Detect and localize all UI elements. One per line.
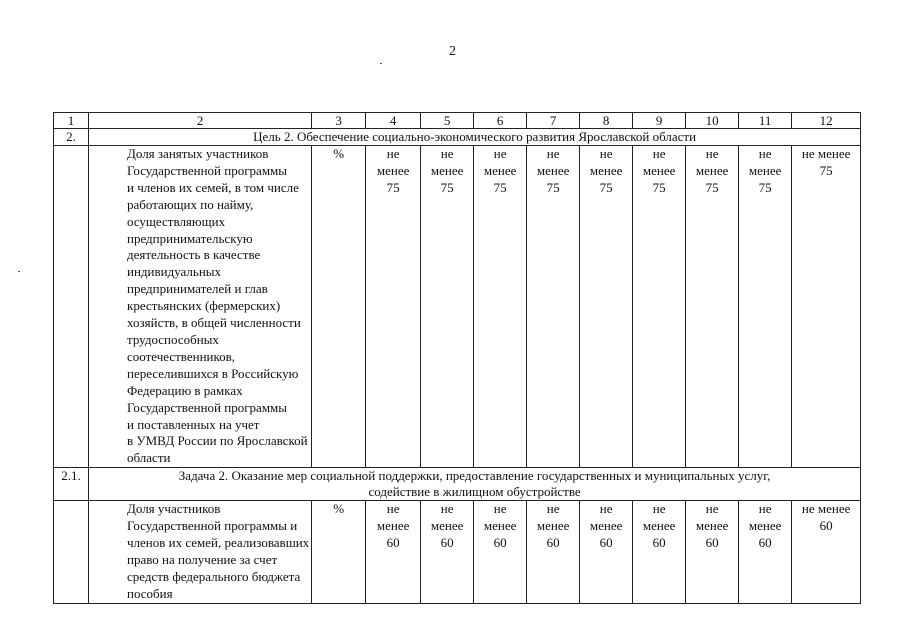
header-cell: 4 — [366, 113, 421, 129]
indicator-name-line: Доля участников — [127, 501, 221, 517]
indicator-value — [792, 501, 861, 603]
indicator-name-line: предпринимателей и глав — [127, 281, 268, 297]
header-cell: 10 — [686, 113, 739, 129]
header-cell: 6 — [474, 113, 527, 129]
section-title-line: Задача 2. Оказание мер социальной поддержки, предоставление государственных и муниципальных услуг, — [178, 468, 771, 484]
indicator-value — [686, 146, 739, 468]
indicator-value-line: не — [652, 501, 666, 517]
indicator-number-cell — [54, 146, 89, 468]
header-row — [54, 113, 861, 129]
indicator-number-cell — [54, 501, 89, 603]
indicator-value-line: не — [652, 146, 666, 161]
indicator-name-line: осуществляющих — [127, 213, 226, 229]
indicator-name-line: средств федерального бюджета — [127, 568, 301, 584]
indicator-value-line: менее — [483, 162, 517, 178]
indicator-value — [580, 146, 633, 468]
indicator-value-line: 60 — [652, 535, 666, 551]
indicator-value-line: не — [705, 501, 719, 517]
indicator-value-line: не — [546, 146, 560, 161]
indicator-value-line: 60 — [386, 535, 400, 551]
indicator-value-line: не менее — [801, 501, 851, 517]
indicator-name-line: пособия — [127, 585, 173, 601]
indicator-value — [739, 501, 792, 603]
indicator-name-line: Государственной программы и — [127, 518, 298, 534]
header-cell: 8 — [580, 113, 633, 129]
indicator-value — [633, 501, 686, 603]
indicator-value-line: менее — [748, 162, 782, 178]
section-title — [89, 129, 861, 146]
indicator-value-line: 75 — [599, 179, 613, 195]
indicator-value-line: 60 — [440, 535, 454, 551]
indicator-name-line: Доля занятых участников — [127, 146, 269, 161]
indicator-value-line: менее — [376, 162, 410, 178]
indicator-value-line: не — [493, 146, 507, 161]
indicator-value — [792, 146, 861, 468]
indicator-name-line: Государственной программы — [127, 162, 288, 178]
indicator-name-line: трудоспособных — [127, 331, 219, 347]
header-cell: 3 — [312, 113, 366, 129]
indicator-name-line: хозяйств, в общей численности — [127, 315, 301, 331]
header-cell: 7 — [527, 113, 580, 129]
indicator-value-line: менее — [589, 162, 623, 178]
indicator-value — [686, 501, 739, 603]
indicator-value-line: менее — [589, 518, 623, 534]
indicator-value — [474, 501, 527, 603]
indicator-name-line: предпринимательскую — [127, 230, 253, 246]
indicator-value-line: не — [705, 146, 719, 161]
indicator-name-line: крестьянских (фермерских) — [127, 298, 281, 314]
header-cell: 5 — [421, 113, 474, 129]
indicator-name-line: и поставленных на учет — [127, 416, 260, 432]
indicator-value-line: менее — [695, 162, 729, 178]
indicator-name-line: деятельность в качестве — [127, 247, 261, 263]
indicator-row — [54, 146, 861, 468]
indicator-value — [527, 146, 580, 468]
indicator-value-line: менее — [748, 518, 782, 534]
indicator-row — [54, 501, 861, 603]
section-number: 2.1. — [54, 468, 89, 501]
indicator-value-line: 75 — [652, 179, 666, 195]
indicator-name-line: переселившихся в Российскую — [127, 365, 299, 381]
indicator-value-line: не — [758, 501, 772, 517]
indicator-value-line: не — [440, 146, 454, 161]
indicator-value-line: менее — [536, 518, 570, 534]
indicators-table — [53, 112, 861, 604]
indicator-value — [633, 146, 686, 468]
indicator-name-line: и членов их семей, в том числе — [127, 179, 299, 195]
indicator-value-line: менее — [642, 162, 676, 178]
indicator-value — [421, 501, 474, 603]
indicator-name-line: индивидуальных — [127, 264, 222, 280]
page-number: 2 — [449, 44, 456, 59]
indicator-name — [89, 146, 312, 468]
indicator-value-line: не — [386, 501, 400, 517]
indicator-value-line: 60 — [705, 535, 719, 551]
indicator-value-line: менее — [642, 518, 676, 534]
section-number: 2. — [54, 129, 89, 146]
indicator-value-line: менее — [695, 518, 729, 534]
indicator-name-line: соотечественников, — [127, 348, 236, 364]
indicator-value-line: 75 — [819, 162, 833, 178]
indicator-value-line: 60 — [599, 535, 613, 551]
indicator-value-line: 75 — [440, 179, 454, 195]
indicator-value-line: 75 — [758, 179, 772, 195]
indicator-value-line: не — [440, 501, 454, 517]
indicator-value-line: не — [599, 146, 613, 161]
header-cell: 12 — [792, 113, 861, 129]
indicator-value-line: не — [493, 501, 507, 517]
indicator-value — [474, 146, 527, 468]
indicator-value-line: не — [546, 501, 560, 517]
indicator-value — [366, 146, 421, 468]
header-cell: 9 — [633, 113, 686, 129]
indicator-value-line: менее — [536, 162, 570, 178]
section-title-line: Цель 2. Обеспечение социально-экономического развития Ярославской области — [253, 129, 697, 144]
indicator-value — [527, 501, 580, 603]
scan-speck — [380, 63, 382, 64]
indicator-value-line: 60 — [493, 535, 507, 551]
indicator-unit: % — [312, 501, 366, 603]
indicator-value-line: 60 — [819, 518, 833, 534]
header-cell: 2 — [89, 113, 312, 129]
indicator-value-line: не менее — [801, 146, 851, 161]
indicator-name-line: право на получение за счет — [127, 551, 278, 567]
indicator-name-line: членов их семей, реализовавших — [127, 535, 310, 551]
indicator-value-line: не — [386, 146, 400, 161]
indicator-value — [580, 501, 633, 603]
indicator-name-line: Государственной программы — [127, 399, 288, 415]
section-title-row — [54, 129, 861, 146]
scan-speck — [18, 271, 20, 272]
section-title-row — [54, 468, 861, 501]
indicator-value-line: менее — [376, 518, 410, 534]
indicator-value — [739, 146, 792, 468]
indicator-name-line: в УМВД России по Ярославской — [127, 433, 308, 449]
section-title — [89, 468, 861, 501]
indicator-value — [366, 501, 421, 603]
indicator-value-line: менее — [430, 162, 464, 178]
indicator-value-line: 75 — [546, 179, 560, 195]
indicator-value-line: менее — [430, 518, 464, 534]
indicator-unit: % — [312, 146, 366, 468]
indicator-value-line: не — [758, 146, 772, 161]
indicator-value-line: 75 — [386, 179, 400, 195]
indicator-name — [89, 501, 312, 603]
header-cell: 11 — [739, 113, 792, 129]
indicator-name-line: работающих по найму, — [127, 196, 254, 212]
indicator-value-line: 60 — [758, 535, 772, 551]
indicator-value — [421, 146, 474, 468]
section-title-line: содействие в жилищном обустройстве — [368, 484, 581, 500]
indicator-value-line: 75 — [493, 179, 507, 195]
indicator-value-line: менее — [483, 518, 517, 534]
indicator-value-line: не — [599, 501, 613, 517]
indicator-value-line: 60 — [546, 535, 560, 551]
header-cell: 1 — [54, 113, 89, 129]
indicator-name-line: области — [127, 450, 171, 466]
indicator-value-line: 75 — [705, 179, 719, 195]
indicator-name-line: Федерацию в рамках — [127, 382, 243, 398]
